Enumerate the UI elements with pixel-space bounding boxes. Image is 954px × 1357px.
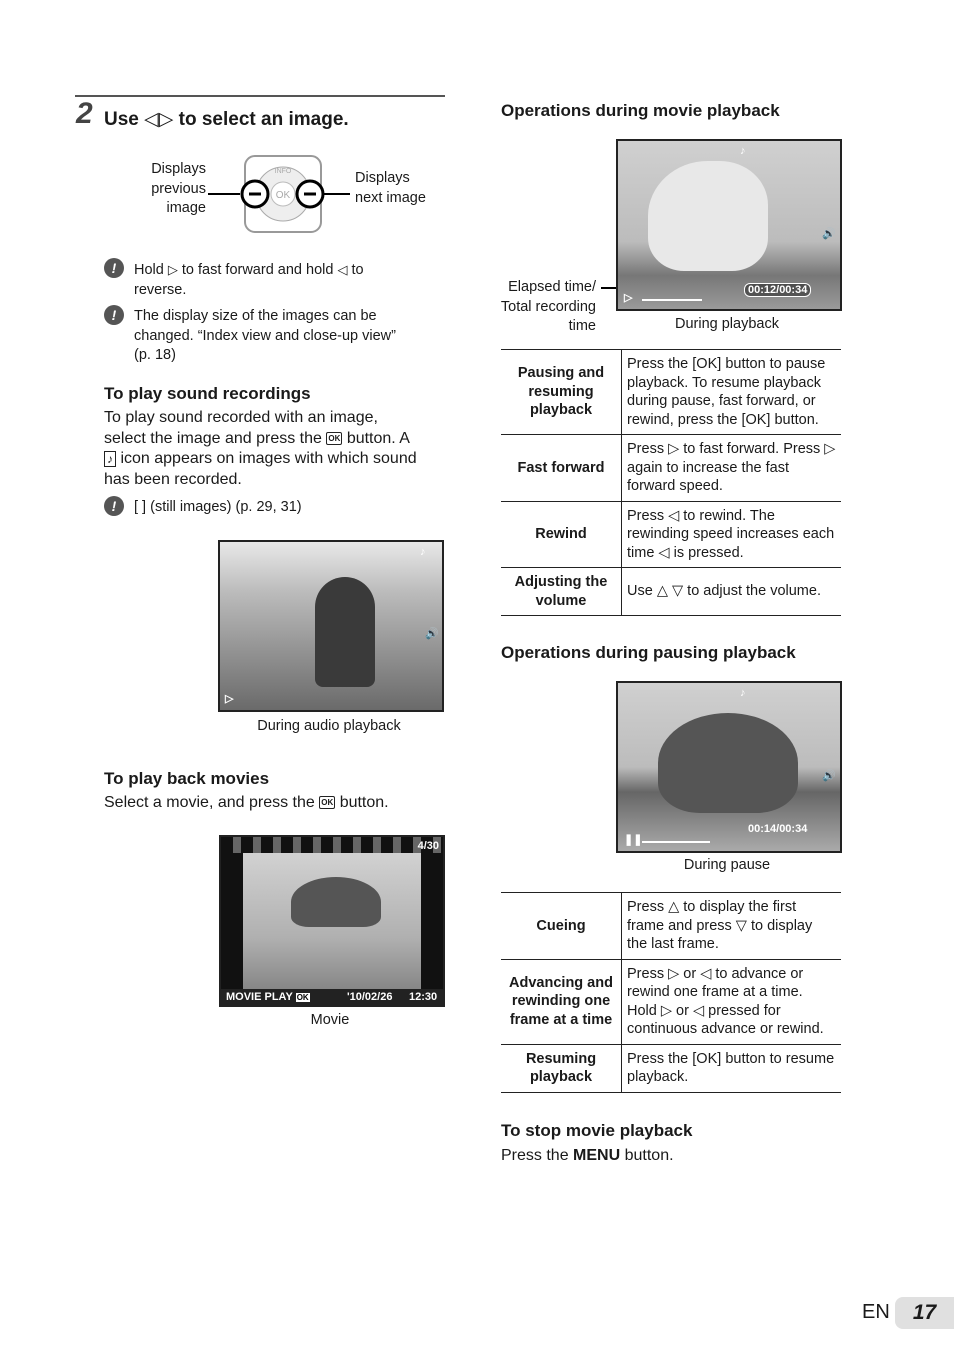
film-strip-top [221, 837, 443, 853]
pause-caption: During pause [683, 857, 771, 873]
elapsed-label: Elapsed time/ Total recording time [500, 279, 596, 334]
counter: 4/30 [417, 840, 439, 852]
step-number: 2 [76, 97, 93, 130]
timecode: 00:14/00:34 [748, 823, 808, 835]
sound-note-icon: ♪ [740, 145, 746, 157]
note-fast-forward: Hold ▷ to fast forward and hold ◁ to reverse. [134, 262, 364, 298]
woman-silhouette [315, 577, 375, 687]
note-display-size: The display size of the images can be changed. “Index view and close-up view” (p. 18) [134, 308, 396, 363]
seagull-shape [291, 877, 381, 927]
ok-label: OK [275, 190, 291, 201]
table-row: Pausing and resuming playback Press the [OK] button to pause playback. To resume playback during pause, fast forward, or rewind, press the [OK] button. [501, 350, 841, 435]
movie-play-label: MOVIE PLAY OK [226, 991, 309, 1003]
table-row: Resuming playback Press the [OK] button to resume playback. [501, 1044, 841, 1092]
pause-icon: ❚❚ [624, 834, 643, 846]
movie-playback-image [616, 139, 842, 311]
step-rule [75, 95, 445, 97]
sound-note-icon: ♪ [104, 451, 116, 467]
movie-ops-heading: Operations during movie playback [501, 101, 780, 120]
play-icon: ▷ [624, 292, 633, 304]
volume-icon: 🔊 [822, 228, 836, 240]
pause-ops-heading: Operations during pausing playback [501, 643, 796, 662]
film-strip-left [221, 853, 243, 993]
table-row: Adjusting the volume Use △ ▽ to adjust the volume. [501, 568, 841, 616]
page-number: 17 [895, 1297, 954, 1329]
play-icon: ▷ [225, 693, 234, 705]
info-label: INFO [274, 168, 292, 175]
dial-left-label: Displays previous image [151, 161, 206, 216]
pause-image [616, 681, 842, 853]
movies-heading: To play back movies [104, 769, 270, 788]
step-title-use: Use [104, 109, 139, 130]
film-strip-right [421, 853, 443, 993]
audio-playback-image [218, 540, 444, 712]
movie-thumbnail [219, 835, 445, 1007]
seagull-shape [658, 713, 798, 813]
caution-icon: ! [104, 258, 124, 278]
stop-heading: To stop movie playback [501, 1121, 693, 1140]
menu-button-label: MENU [573, 1147, 621, 1164]
movie-caption: Movie [310, 1012, 350, 1028]
step-title-rest: to select an image. [178, 109, 349, 130]
sound-text: To play sound recorded with an image, select the image and press the OK button. A ♪ icon appears on images with which sound has been recorded. [104, 409, 417, 488]
dial-right-label: Displays next image [355, 170, 426, 206]
progress-bar [642, 841, 710, 843]
right-arrow-icon: ▷ [167, 262, 178, 277]
ok-button-icon: OK [328, 433, 341, 443]
pause-ops-table [501, 892, 841, 1093]
movie-time: 12:30 [409, 991, 438, 1003]
movie-ops-table [501, 349, 841, 616]
sound-note-icon: ♪ [740, 687, 746, 699]
ok-button-icon: OK [321, 798, 334, 807]
left-right-arrows-icon: ◁▷ [144, 109, 174, 130]
timecode: 00:12/00:34 [744, 283, 811, 297]
stop-text: Press the MENU button. [501, 1147, 674, 1164]
progress-bar [642, 299, 702, 301]
movies-text: Select a movie, and press the OK button. [104, 794, 389, 811]
table-row: Advancing and rewinding one frame at a time Press ▷ or ◁ to advance or rewind one frame at a time. Hold ▷ or ◁ pressed for continuous advance or rewind. [501, 959, 841, 1044]
movie-date: '10/02/26 [347, 991, 393, 1003]
caution-icon: ! [104, 496, 124, 516]
caution-icon: ! [104, 305, 124, 325]
table-row: Fast forward Press ▷ to fast forward. Press ▷ again to increase the fast forward speed. [501, 435, 841, 502]
sound-note-icon: ♪ [420, 546, 426, 558]
volume-icon: 🔊 [425, 628, 439, 640]
seagull-shape [648, 161, 768, 271]
sound-heading: To play sound recordings [104, 384, 311, 403]
playback-caption: During playback [675, 316, 779, 332]
language-label: EN [862, 1301, 890, 1323]
volume-icon: 🔊 [822, 770, 836, 782]
sound-note: [ ] (still images) (p. 29, 31) [134, 499, 302, 515]
table-row: Rewind Press ◁ to rewind. The rewinding speed increases each time ◁ is pressed. [501, 501, 841, 568]
control-dial-icon [208, 154, 350, 234]
left-arrow-icon: ◁ [337, 262, 348, 277]
table-row: Cueing Press △ to display the first frame and press ▽ to display the last frame. [501, 893, 841, 960]
audio-caption: During audio playback [257, 718, 401, 734]
step-title [104, 108, 349, 131]
